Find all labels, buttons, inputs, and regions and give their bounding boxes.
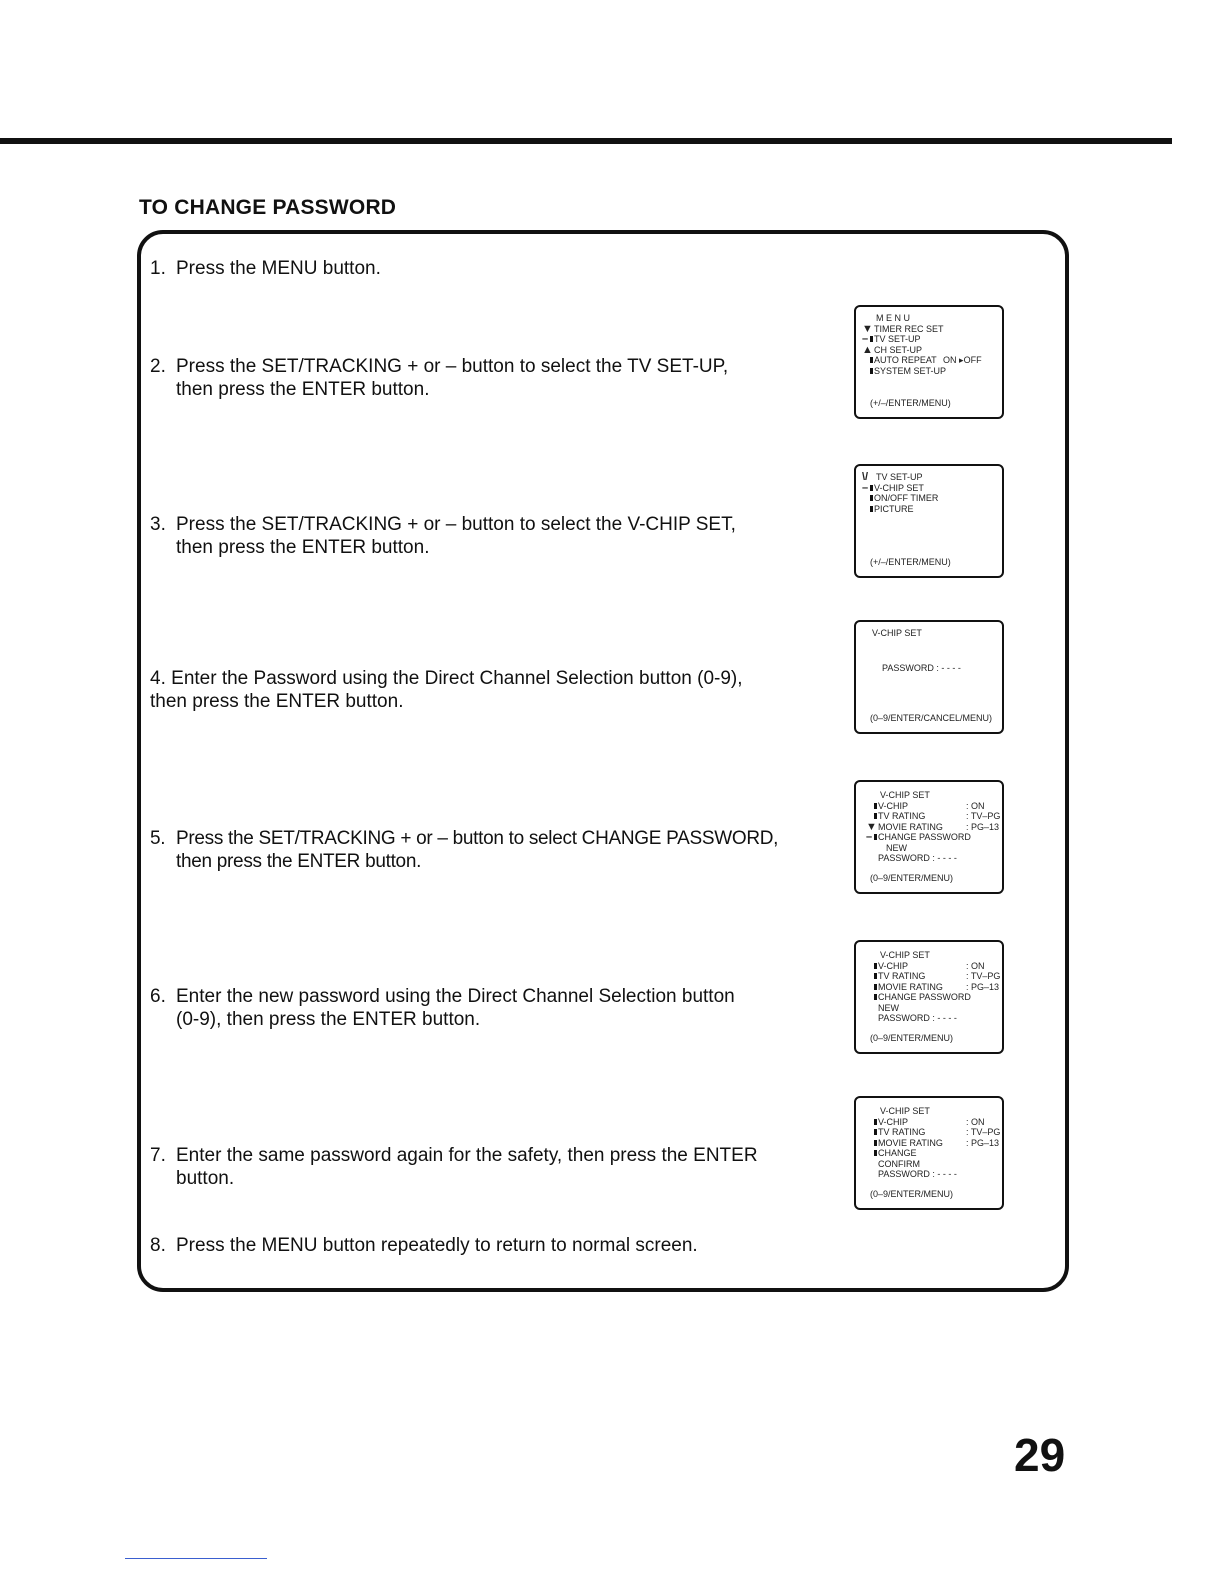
bottom-link-line <box>125 1558 267 1559</box>
osd-vchip-new-password-screen <box>854 780 1004 894</box>
osd-item: V-CHIP : ON <box>878 1117 998 1128</box>
osd-footer: (+/–/ENTER/MENU) <box>870 397 951 408</box>
step-7 <box>150 1144 758 1190</box>
step-text: Enter the Password using the Direct Channel Selection button (0-9), <box>171 668 743 689</box>
cursor-icon: ▼ <box>866 820 877 833</box>
step-text: (0-9), then press the ENTER button. <box>176 1009 481 1030</box>
osd-item: V-CHIP : ON <box>878 961 998 972</box>
step-6 <box>150 985 735 1031</box>
osd-item: CHANGE <box>878 1148 998 1159</box>
osd-item: CHANGE PASSWORD <box>878 992 998 1003</box>
osd-footer: (0–9/ENTER/MENU) <box>870 1188 954 1199</box>
step-text: Press the MENU button repeatedly to return to normal screen. <box>176 1235 698 1256</box>
osd-item: MOVIE RATING : PG–13 <box>878 981 1000 992</box>
osd-menu-screen <box>854 305 1004 419</box>
step-number: 7. <box>150 1145 166 1166</box>
step-text: then press the ENTER button. <box>176 379 430 400</box>
osd-item: MOVIE RATING : PG–13 <box>878 1137 1000 1148</box>
cursor-icon: – <box>862 481 869 494</box>
osd-password: PASSWORD : - - - - <box>878 853 957 863</box>
step-text: Press the SET/TRACKING + or – button to select CHANGE PASSWORD, <box>176 828 779 849</box>
osd-item: SYSTEM SET-UP <box>874 366 998 377</box>
section-title: TO CHANGE PASSWORD <box>139 196 397 219</box>
cursor-icon: ▼ <box>862 322 873 335</box>
osd-item: AUTO REPEAT ON ▸OFF <box>874 355 998 366</box>
osd-item: PICTURE <box>874 504 998 515</box>
step-number: 8. <box>150 1235 166 1256</box>
step-3 <box>150 513 736 559</box>
step-text: then press the ENTER button. <box>176 537 430 558</box>
osd-password: PASSWORD : - - - - <box>878 1169 957 1179</box>
osd-title: \/ TV SET-UP <box>862 471 923 483</box>
step-number: 2. <box>150 356 166 377</box>
osd-item: ▼ TIMER REC SET <box>862 322 944 335</box>
osd-footer: (+/–/ENTER/MENU) <box>870 556 951 567</box>
osd-item: TV RATING : TV–PG <box>878 1127 1001 1137</box>
cursor-icon: \/ <box>862 471 869 483</box>
osd-password: PASSWORD : - - - - <box>878 1013 957 1023</box>
osd-item: TV RATING : TV–PG <box>878 811 1001 821</box>
osd-title: V-CHIP SET <box>880 790 930 800</box>
osd-item: – CHANGE PASSWORD <box>878 832 998 843</box>
osd-title: V-CHIP SET <box>880 950 930 960</box>
step-text: button. <box>176 1168 235 1189</box>
osd-vchip-enter-new-screen <box>854 940 1004 1054</box>
osd-title: M E N U <box>876 313 911 323</box>
step-8 <box>150 1234 698 1257</box>
osd-value: ON ▸OFF <box>943 355 982 365</box>
osd-password: PASSWORD : - - - - <box>882 662 961 673</box>
osd-new-label: NEW <box>878 1002 899 1013</box>
cursor-icon: – <box>862 333 869 345</box>
page-number: 29 <box>1014 1429 1066 1481</box>
osd-new-label: NEW <box>886 842 907 853</box>
step-text: then press the ENTER button. <box>176 851 422 872</box>
osd-title: V-CHIP SET <box>872 628 922 638</box>
osd-footer: (0–9/ENTER/MENU) <box>870 1032 954 1043</box>
step-text: then press the ENTER button. <box>150 691 404 712</box>
osd-footer: (0–9/ENTER/CANCEL/MENU) <box>870 712 993 723</box>
step-number: 3. <box>150 514 166 535</box>
step-number: 6. <box>150 986 166 1007</box>
osd-item: ▼ MOVIE RATING : PG–13 <box>866 820 1000 833</box>
osd-item: V-CHIP : ON <box>878 801 998 812</box>
osd-item: – V-CHIP SET <box>874 483 998 494</box>
osd-item: TV RATING : TV–PG <box>878 971 1001 981</box>
step-text: Enter the same password again for the safety, then press the ENTER <box>176 1145 758 1166</box>
osd-footer: (0–9/ENTER/MENU) <box>870 872 954 883</box>
step-1 <box>150 257 381 280</box>
osd-title: V-CHIP SET <box>880 1106 930 1116</box>
osd-vchip-confirm-screen <box>854 1096 1004 1210</box>
step-text: Press the MENU button. <box>176 258 381 279</box>
osd-item: – TV SET-UP <box>874 334 998 345</box>
osd-confirm-label: CONFIRM <box>878 1158 920 1169</box>
osd-vchip-password-screen <box>854 620 1004 734</box>
cursor-icon: – <box>866 831 873 843</box>
step-text: Enter the new password using the Direct Channel Selection button <box>176 986 735 1007</box>
step-text: Press the SET/TRACKING + or – button to select the TV SET-UP, <box>176 356 729 377</box>
step-2 <box>150 355 728 401</box>
osd-item: ON/OFF TIMER <box>874 493 998 504</box>
top-rule <box>0 138 1172 144</box>
step-number: 5. <box>150 828 166 849</box>
osd-tv-setup-screen <box>854 464 1004 578</box>
cursor-icon: ▲ <box>862 343 873 356</box>
osd-item: ▲ CH SET-UP <box>862 343 923 356</box>
step-text: Press the SET/TRACKING + or – button to select the V-CHIP SET, <box>176 514 736 535</box>
step-number: 1. <box>150 258 166 279</box>
step-5 <box>150 827 778 873</box>
step-number: 4. <box>150 668 166 689</box>
step-4 <box>150 667 743 713</box>
